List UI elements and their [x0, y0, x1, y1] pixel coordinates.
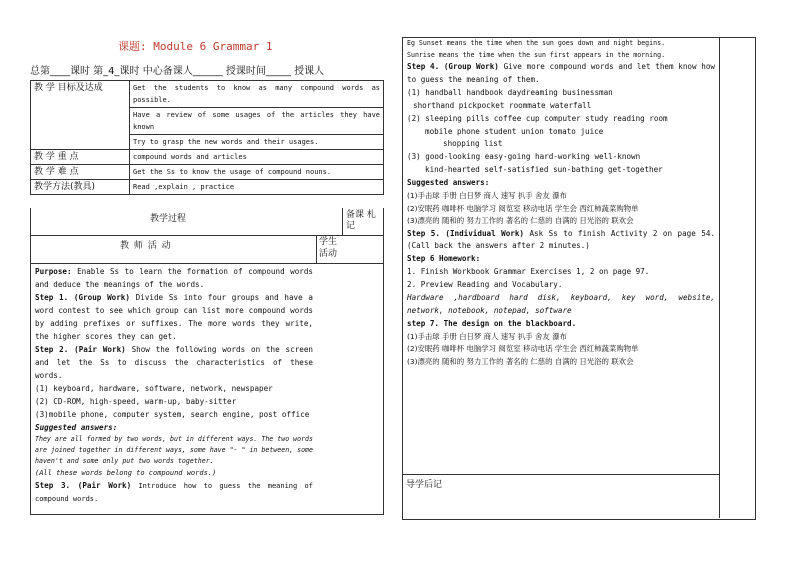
right-content: Eg Sunset means the time when the sun goes down and night begins. Sunrise means the time when the sun first appears in the morning. Step 4. (Group Work) Give more compound words and let them know how to guess the meaning of them. (1) handball handbook daydreaming businessman shorthand pickpocket roommate waterfall (2) sleeping pills coffee cup computer study reading room mobile phone student union tomato juice shopping list (3) good-looking easy-going hard-working well-known kind-hearted self-satisfied sun-bathing get-together Suggested answers: (1)手击球 手册 白日梦 商人 速写 扒手 舍友 瀑布 (2)安眠药 咖啡杯 电脑学习 阅览室 移动电话 学生会 西红柿蔬菜购物单 (3)漂亮的 随和的 努力工作的 著名的 仁慈的 自满的 日光浴的 联欢会 Step 5. (Individual Work) Ask Ss to finish Activity 2 on page 54.(Call back the answers after 2 minutes.) Step 6 Homework: 1. Finish Workbook Grammar Exercises 1, 2 on page 97. 2. Preview Reading and Vocabulary. Hardware ,hardboard hard disk, keyboard, key word, website, network, notebook, notepad, software step 7. The design on the blackboard. (1)手击球 手册 白日梦 商人 速写 扒手 舍友 瀑布 (2)安眠药 咖啡杯 电脑学习 阅览室 移动电话 学生会 西红柿蔬菜购物单 (3)漂亮的 随和的 努力工作的 著名的 仁慈的 自满的 日光浴的 联欢会	[407, 39, 716, 366]
teacher-activity: Purpose: Enable Ss to learn the formation of compound words and deduce the meanings of the words. Step 1. (Group Work) Divide Ss into four groups and have a word contest to see which group can list more compound words by adding prefixes or suffixes. The more words they write, the higher scores they can get. Step 2. (Pair Work) Show the following words on the screen and let the Ss to discuss the characteristics of these words. (1) keyboard, hardware, software, network, newspaper (2) CD-ROM, high-speed, warm-up, baby-sitter (3)mobile phone, computer system, search engine, post office Suggested answers: They are all formed by two words, but in different ways. The two words are joined together in different ways, some have "- " in between, some haven't and some only put two words together. (All these words belong to compound words.) Step 3. (Pair Work) Introduce how to guess the meaning of compound words.	[35, 267, 313, 503]
teacher-label: 教 师 活 动	[120, 241, 172, 251]
student-label: 学生 活动	[319, 237, 338, 259]
lesson-table	[30, 80, 384, 195]
goal-label: 教 学 目标及达成	[31, 81, 130, 150]
goal-2: Have a review of some usages of the articles they have known	[130, 108, 384, 135]
header-line: 总第____课时 第_4_课时 中心备课人______ 授课时间_____ 授课人	[30, 66, 325, 77]
key-label: 教 学 重 点	[31, 150, 130, 165]
after-notes-label: 导学后记	[406, 480, 443, 490]
goal-1: Get the students to know as many compound words as possible.	[130, 81, 384, 108]
method-label: 教学方法(教具)	[31, 180, 130, 195]
process-label: 教学过程	[150, 214, 187, 224]
diff-label: 教 学 难 点	[31, 165, 130, 180]
method: Read ,explain , practice	[130, 180, 384, 195]
difficult-point: Get the Ss to know the usage of compound nouns.	[130, 165, 384, 180]
key-point: compound words and articles	[130, 150, 384, 165]
goal-3: Try to grasp the new words and their usages.	[130, 135, 384, 150]
notes-label: 备课 札记	[346, 210, 376, 231]
page-title: 课题: Module 6 Grammar 1	[118, 40, 273, 53]
